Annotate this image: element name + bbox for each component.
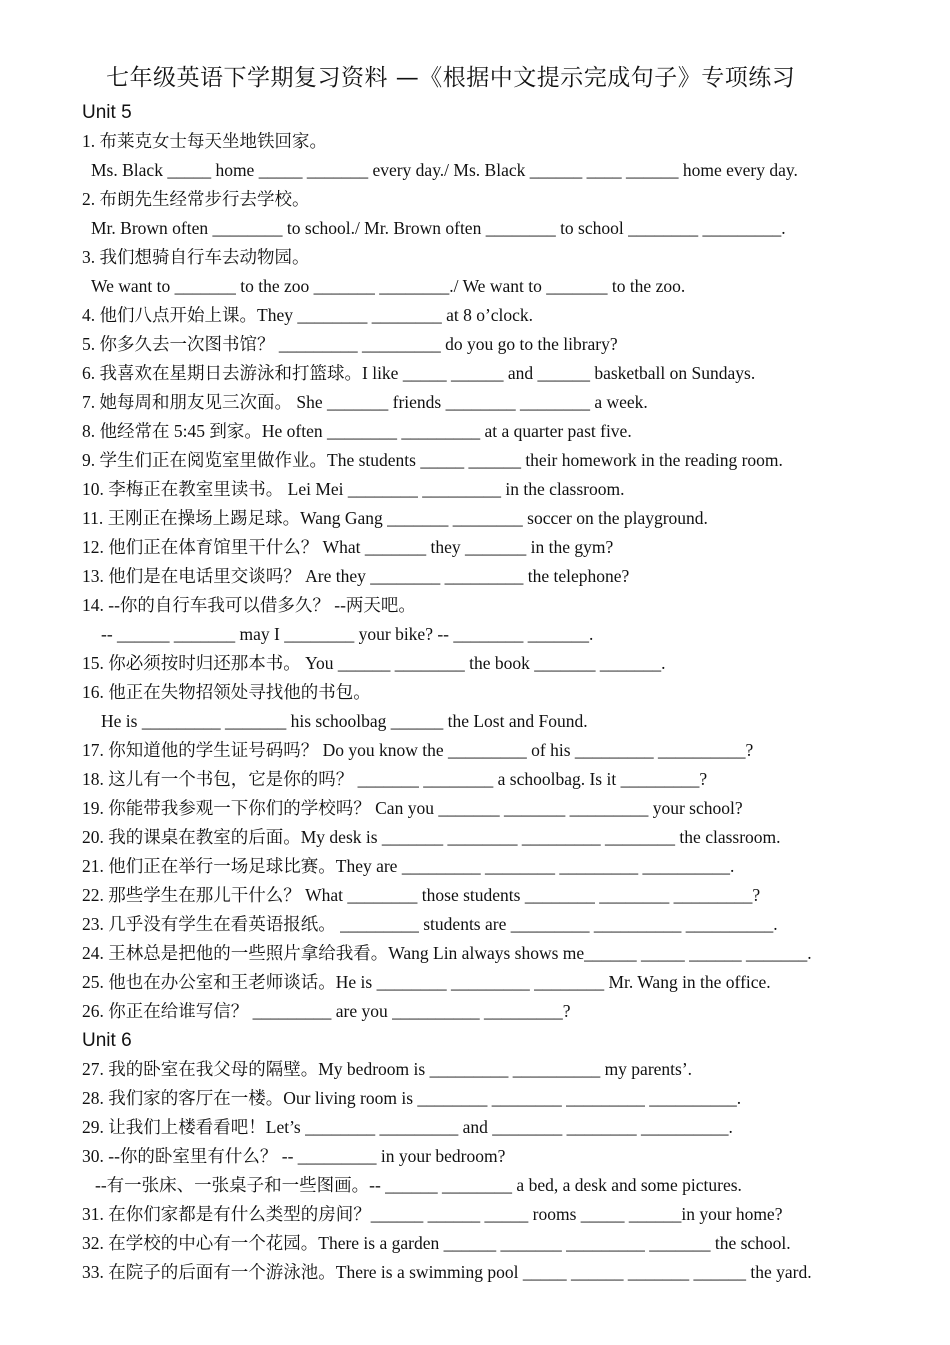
question-33: 33. 在院子的后面有一个游泳池。There is a swimming pool _____ ______ _______ ______ the yard. [82,1262,812,1282]
question-8: 8. 他经常在 5:45 到家。He often ________ _________ at a quarter past five. [82,421,632,441]
question-22: 22. 那些学生在那儿干什么？ What ________ those students ________ ________ _________? [82,885,761,905]
question-29: 29. 让我们上楼看看吧！Let’s ________ _________ and ________ ________ __________. [82,1117,733,1137]
question-10: 10. 李梅正在教室里读书。 Lei Mei ________ _________ in the classroom. [82,479,625,499]
question-28: 28. 我们家的客厅在一楼。Our living room is ________ ________ _________ __________. [82,1088,742,1108]
question-20: 20. 我的课桌在教室的后面。My desk is _______ ________ _________ ________ the classroom. [82,827,781,847]
question-24: 24. 王林总是把他的一些照片拿给我看。Wang Lin always shows me______ _____ ______ _______. [82,943,812,963]
question-16-chinese: 16. 他正在失物招领处寻找他的书包。 [82,682,371,702]
question-19: 19. 你能带我参观一下你们的学校吗？ Can you _______ _______ _________ your school? [82,798,743,818]
question-21: 21. 他们正在举行一场足球比赛。They are _________ ________ _________ __________. [82,856,735,876]
question-31: 31. 在你们家都是有什么类型的房间？______ ______ _____ rooms _____ ______in your home? [82,1204,783,1224]
question-11: 11. 王刚正在操场上踢足球。Wang Gang _______ ________ soccer on the playground. [82,508,708,528]
question-30-second: --有一张床、一张桌子和一些图画。-- ______ ________ a bed, a desk and some pictures. [95,1175,742,1195]
question-1-chinese: 1. 布莱克女士每天坐地铁回家。 [82,131,327,151]
question-14-english: -- ______ _______ may I ________ your bike? -- ________ _______. [101,624,594,644]
question-2-english: Mr. Brown often ________ to school./ Mr. Brown often ________ to school ________ _________. [91,218,786,238]
question-16-english: He is _________ _______ his schoolbag ______ the Lost and Found. [101,711,588,731]
question-14-chinese: 14. --你的自行车我可以借多久？ --两天吧。 [82,595,416,615]
question-3-english: We want to _______ to the zoo _______ ________./ We want to _______ to the zoo. [91,276,686,296]
question-23: 23. 几乎没有学生在看英语报纸。 _________ students are _________ __________ __________. [82,914,778,934]
unit-6-heading: Unit 6 [82,1030,132,1051]
question-26: 26. 你正在给谁写信？ _________ are you __________ _________? [82,1001,571,1021]
question-13: 13. 他们是在电话里交谈吗？ Are they ________ _________ the telephone? [82,566,630,586]
question-27: 27. 我的卧室在我父母的隔壁。My bedroom is _________ __________ my parents’. [82,1059,693,1079]
question-18: 18. 这儿有一个书包，它是你的吗？ _______ ________ a schoolbag. Is it _________? [82,769,708,789]
unit-5-heading: Unit 5 [82,102,132,123]
question-15: 15. 你必须按时归还那本书。 You ______ ________ the book _______ _______. [82,653,666,673]
question-12: 12. 他们正在体育馆里干什么？ What _______ they _______ in the gym? [82,537,614,557]
question-3-chinese: 3. 我们想骑自行车去动物园。 [82,247,310,267]
question-5: 5. 你多久去一次图书馆？ _________ _________ do you go to the library? [82,334,618,354]
question-6: 6. 我喜欢在星期日去游泳和打篮球。I like _____ ______ and ______ basketball on Sundays. [82,363,756,383]
question-2-chinese: 2. 布朗先生经常步行去学校。 [82,189,310,209]
question-25: 25. 他也在办公室和王老师谈话。He is ________ _________ ________ Mr. Wang in the office. [82,972,771,992]
page-title: 七年级英语下学期复习资料 —《根据中文提示完成句子》专项练习 [106,65,796,91]
question-4: 4. 他们八点开始上课。They ________ ________ at 8 o’clock. [82,305,534,325]
question-9: 9. 学生们正在阅览室里做作业。The students _____ ______ their homework in the reading room. [82,450,783,470]
question-1-english: Ms. Black _____ home _____ _______ every day./ Ms. Black ______ ____ ______ home every day. [91,160,798,180]
question-30-first: 30. --你的卧室里有什么？ -- _________ in your bedroom? [82,1146,506,1166]
question-7: 7. 她每周和朋友见三次面。 She _______ friends ________ ________ a week. [82,392,648,412]
question-32: 32. 在学校的中心有一个花园。There is a garden ______ _______ _________ _______ the school. [82,1233,791,1253]
question-17: 17. 你知道他的学生证号码吗？ Do you know the _________ of his _________ __________? [82,740,754,760]
